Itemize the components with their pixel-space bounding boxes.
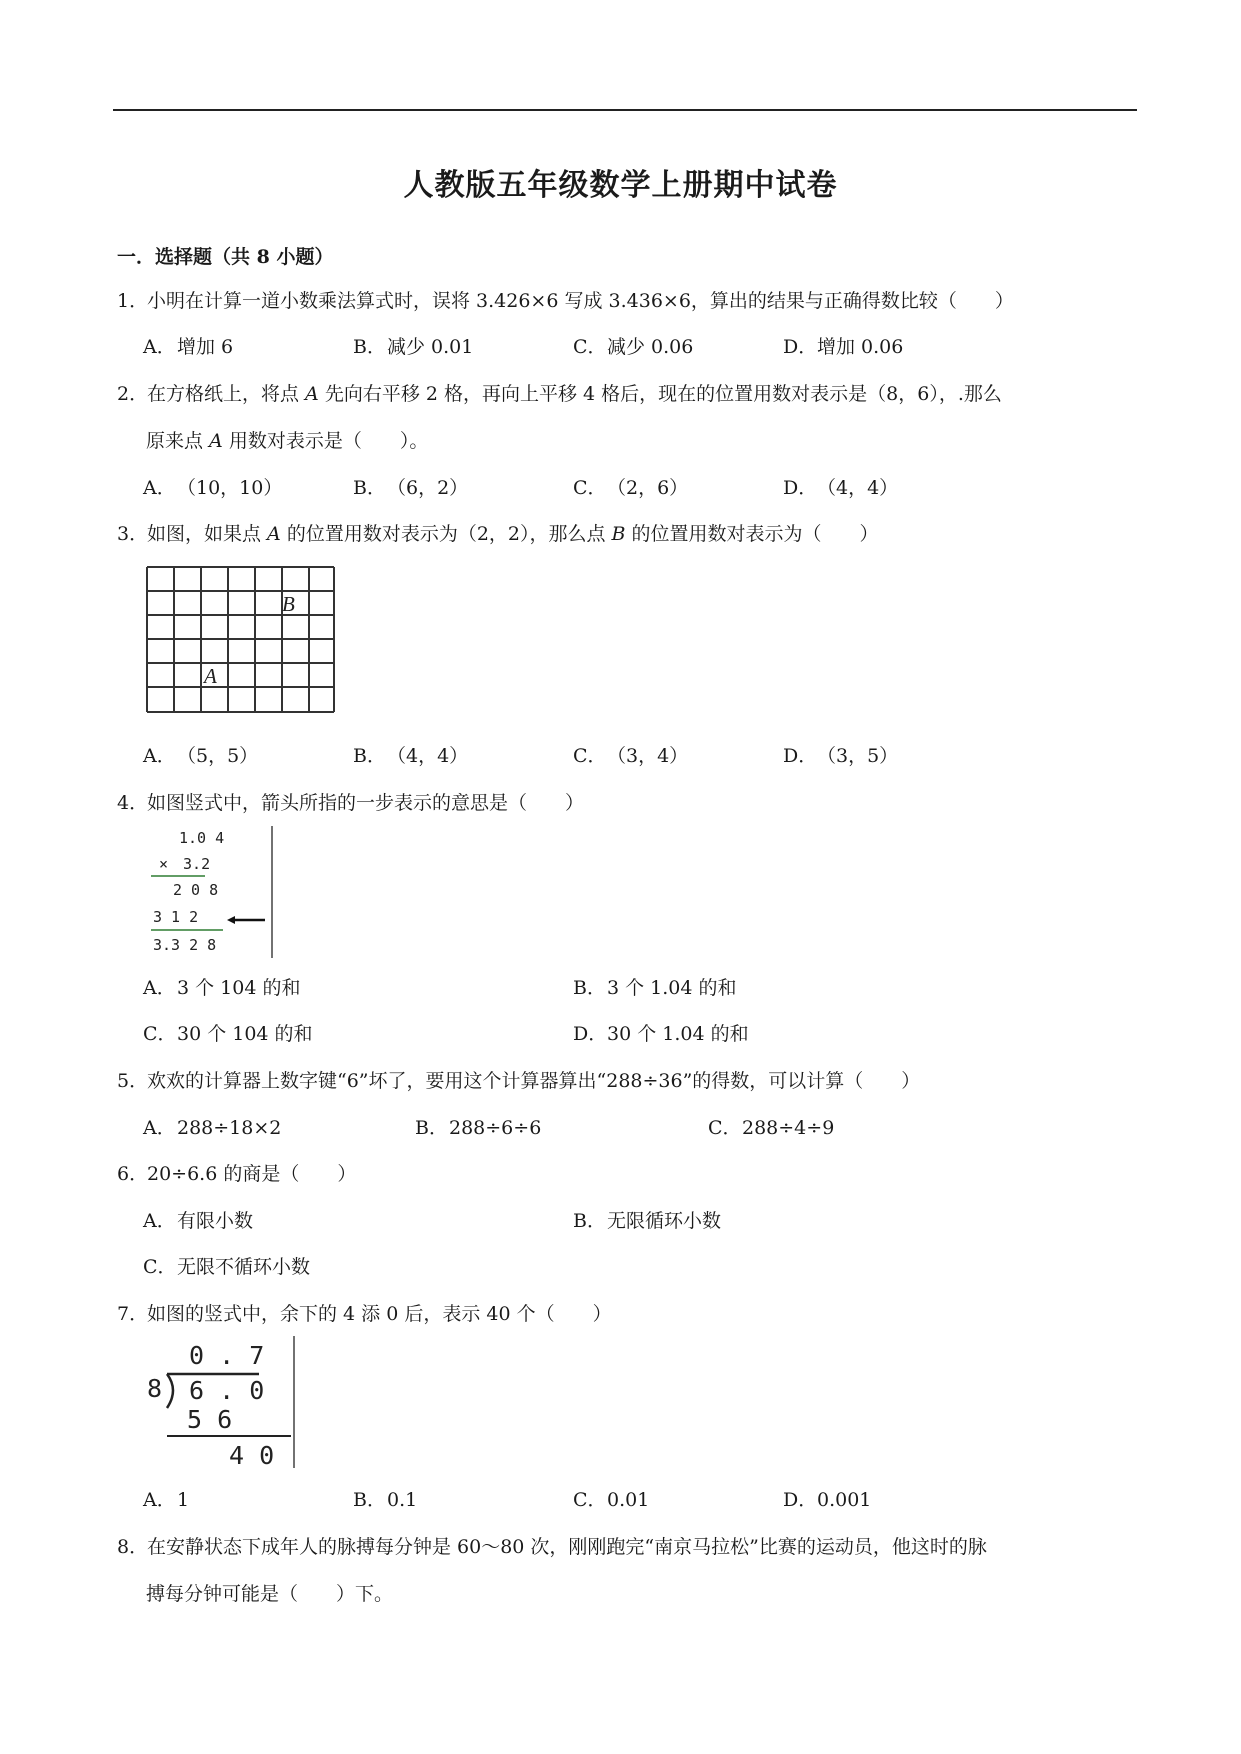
svg-text:4 0: 4 0 xyxy=(229,1441,275,1468)
question-5: 5．欢欢的计算器上数字键“6”坏了，要用这个计算器算出“288÷36”的得数，可以计算（ ） xyxy=(117,1066,920,1093)
q7-option-d[interactable]: D．0.001 xyxy=(783,1489,872,1511)
q2-option-d[interactable]: D．（4，4） xyxy=(783,477,899,499)
q2-option-a[interactable]: A．（10，10） xyxy=(143,477,283,499)
q2-option-c[interactable]: C．（2，6） xyxy=(573,477,689,499)
svg-text:1.0 4: 1.0 4 xyxy=(179,829,225,847)
question-6: 6．20÷6.6 的商是（ ） xyxy=(117,1159,356,1186)
q1-option-b[interactable]: B．减少 0.01 xyxy=(353,336,474,358)
q3-option-a[interactable]: A．（5，5） xyxy=(143,745,259,767)
svg-text:0 . 7: 0 . 7 xyxy=(189,1341,265,1370)
section-heading: 一．选择题（共 8 小题） xyxy=(117,246,334,268)
q3-option-d[interactable]: D．（3，5） xyxy=(783,745,899,767)
question-number: 2． xyxy=(117,383,149,405)
q5-option-a[interactable]: A．288÷18×2 xyxy=(143,1117,282,1139)
multiplication-figure xyxy=(143,826,275,958)
question-8-continued: 搏每分钟可能是（ ）下。 xyxy=(146,1583,394,1605)
question-number: 5． xyxy=(117,1070,149,1092)
svg-text:5 6: 5 6 xyxy=(187,1405,233,1434)
question-1 xyxy=(117,286,1014,313)
q4-option-b[interactable]: B．3 个 1.04 的和 xyxy=(573,977,737,999)
q3-option-c[interactable]: C．（3，4） xyxy=(573,745,689,767)
header-rule xyxy=(113,109,1137,111)
grid-label-a: A xyxy=(204,664,217,688)
q4-option-d[interactable]: D．30 个 1.04 的和 xyxy=(573,1023,749,1045)
q7-option-b[interactable]: B．0.1 xyxy=(353,1489,418,1511)
q6-option-c[interactable]: C．无限不循环小数 xyxy=(143,1256,311,1278)
question-number: 8． xyxy=(117,1536,149,1558)
q1-option-c[interactable]: C．减少 0.06 xyxy=(573,336,694,358)
svg-text:3.3 2 8: 3.3 2 8 xyxy=(153,936,217,954)
question-number: 7． xyxy=(117,1303,149,1325)
q7-option-c[interactable]: C．0.01 xyxy=(573,1489,650,1511)
q6-option-a[interactable]: A．有限小数 xyxy=(143,1210,254,1232)
page-title: 人教版五年级数学上册期中试卷 xyxy=(403,168,838,203)
q5-option-c[interactable]: C．288÷4÷9 xyxy=(708,1117,835,1139)
question-number: 1． xyxy=(117,290,149,312)
division-figure xyxy=(143,1336,298,1468)
question-2: 2．在方格纸上，将点 A 先向右平移 2 格，再向上平移 4 格后，现在的位置用数对表示是（8，6），.那么 xyxy=(117,379,1002,406)
q2-option-b[interactable]: B．（6，2） xyxy=(353,477,469,499)
question-number: 3． xyxy=(117,523,149,545)
question-8: 8．在安静状态下成年人的脉搏每分钟是 60～80 次，刚刚跑完“南京马拉松”比赛的运动员，他这时的脉 xyxy=(117,1532,987,1559)
q1-option-a[interactable]: A．增加 6 xyxy=(143,336,234,358)
q4-option-c[interactable]: C．30 个 104 的和 xyxy=(143,1023,313,1045)
q1-option-d[interactable]: D．增加 0.06 xyxy=(783,336,904,358)
svg-text:6 . 0: 6 . 0 xyxy=(189,1376,265,1405)
svg-text:8: 8 xyxy=(147,1374,163,1403)
q6-option-b[interactable]: B．无限循环小数 xyxy=(573,1210,722,1232)
q4-option-a[interactable]: A．3 个 104 的和 xyxy=(143,977,301,999)
svg-text:2 0 8: 2 0 8 xyxy=(173,881,219,899)
grid-label-b: B xyxy=(282,592,295,616)
svg-text:× 3.2: × 3.2 xyxy=(159,855,211,873)
question-2-continued: 原来点 A 用数对表示是（ ）。 xyxy=(146,430,429,452)
question-7: 7．如图的竖式中，余下的 4 添 0 后，表示 40 个（ ） xyxy=(117,1299,612,1326)
q7-option-a[interactable]: A．1 xyxy=(143,1489,190,1511)
question-3: 3．如图，如果点 A 的位置用数对表示为（2，2），那么点 B 的位置用数对表示为（ ） xyxy=(117,519,879,546)
question-4: 4．如图竖式中，箭头所指的一步表示的意思是（ ） xyxy=(117,788,584,815)
q3-option-b[interactable]: B．（4，4） xyxy=(353,745,469,767)
question-text: 小明在计算一道小数乘法算式时，误将 3.426×6 写成 3.436×6，算出的结果与正确得数比较（ ） xyxy=(147,290,1014,312)
question-number: 6． xyxy=(117,1163,149,1185)
svg-text:3 1 2: 3 1 2 xyxy=(153,908,199,926)
q5-option-b[interactable]: B．288÷6÷6 xyxy=(415,1117,542,1139)
question-number: 4． xyxy=(117,792,149,814)
coordinate-grid-figure xyxy=(146,566,336,714)
